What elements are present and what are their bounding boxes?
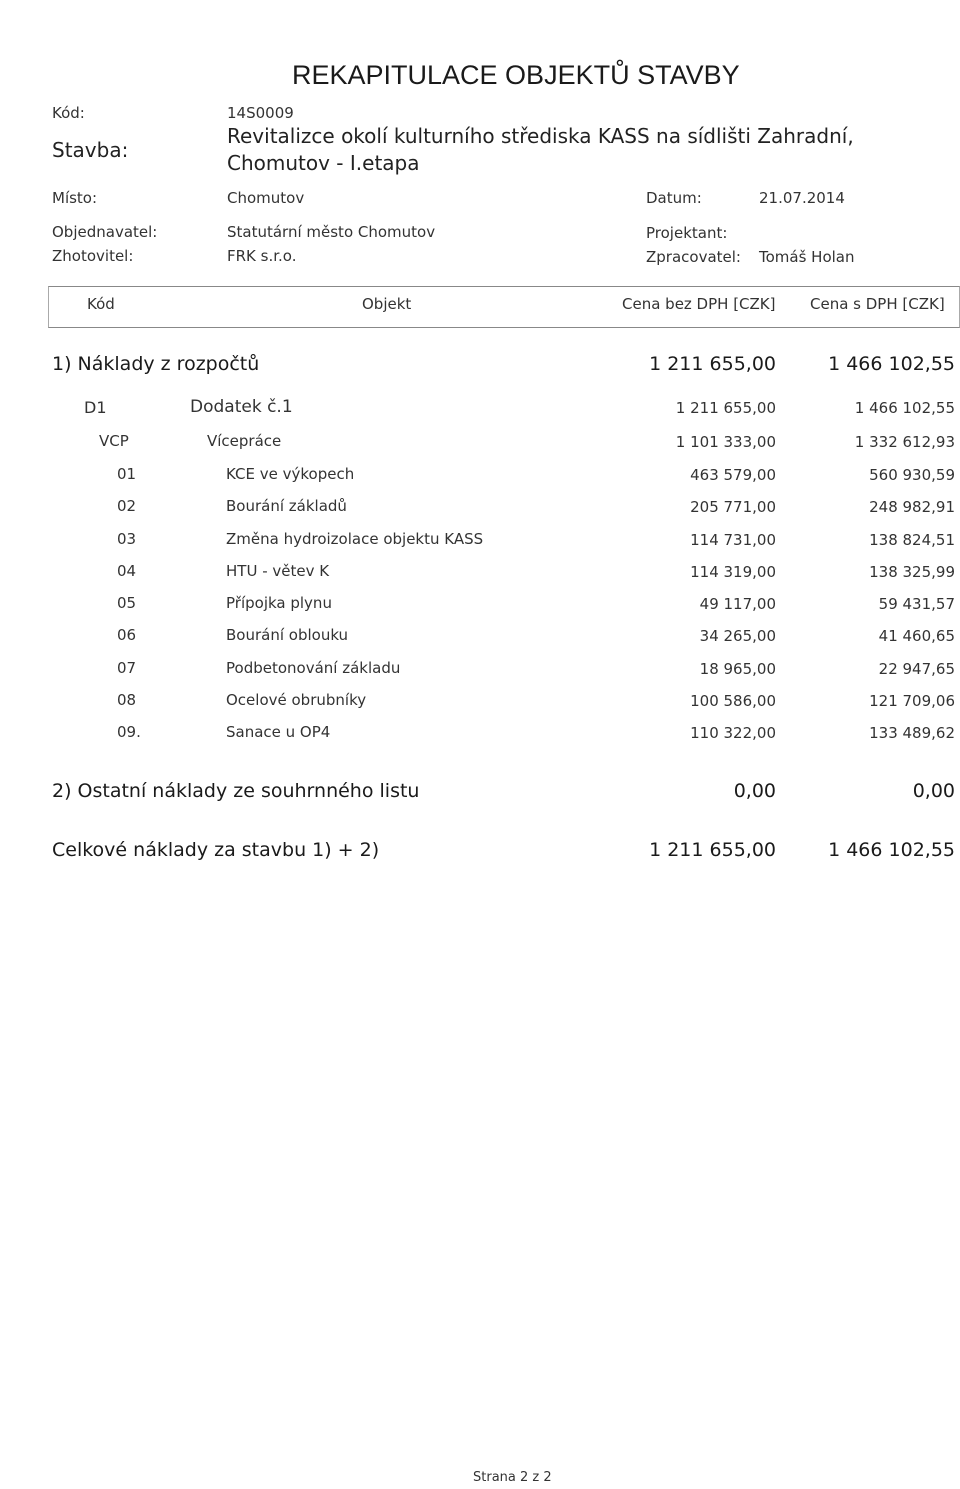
item-cena-bez: 463 579,00 — [690, 466, 776, 484]
item-kod: 08 — [117, 691, 137, 709]
zpracovatel-value: Tomáš Holan — [759, 248, 855, 266]
document-title: REKAPITULACE OBJEKTŮ STAVBY — [292, 60, 740, 90]
kod-value: 14S0009 — [227, 104, 294, 122]
d1-kod: D1 — [84, 398, 107, 417]
item-cena-s: 560 930,59 — [869, 466, 955, 484]
item-kod: 07 — [117, 659, 137, 677]
item-cena-bez: 100 586,00 — [690, 692, 776, 710]
item-kod: 06 — [117, 626, 137, 644]
item-kod: 01 — [117, 465, 137, 483]
section2-cena-s: 0,00 — [912, 780, 955, 802]
section2-cena-bez: 0,00 — [733, 780, 776, 802]
item-cena-s: 133 489,62 — [869, 724, 955, 742]
item-cena-bez: 110 322,00 — [690, 724, 776, 742]
item-cena-s: 248 982,91 — [869, 498, 955, 516]
zpracovatel-label: Zpracovatel: — [646, 248, 741, 266]
item-cena-bez: 18 965,00 — [699, 660, 776, 678]
column-header-objekt: Objekt — [362, 295, 412, 313]
section1-label: 1) Náklady z rozpočtů — [52, 353, 260, 375]
zhotovitel-label: Zhotovitel: — [52, 247, 134, 265]
kod-label: Kód: — [52, 104, 85, 122]
datum-label: Datum: — [646, 189, 702, 207]
item-cena-s: 41 460,65 — [878, 627, 955, 645]
total-cena-s: 1 466 102,55 — [828, 839, 955, 861]
item-cena-s: 121 709,06 — [869, 692, 955, 710]
section1-cena-bez: 1 211 655,00 — [649, 353, 776, 375]
item-cena-s: 138 325,99 — [869, 563, 955, 581]
item-cena-bez: 114 319,00 — [690, 563, 776, 581]
d1-cena-bez: 1 211 655,00 — [675, 399, 776, 417]
zhotovitel-value: FRK s.r.o. — [227, 247, 297, 265]
item-objekt: Přípojka plynu — [226, 594, 332, 612]
d1-cena-s: 1 466 102,55 — [854, 399, 955, 417]
stavba-value-line2: Chomutov - I.etapa — [227, 151, 420, 175]
objednavatel-value: Statutární město Chomutov — [227, 223, 436, 241]
item-objekt: KCE ve výkopech — [226, 465, 355, 483]
total-cena-bez: 1 211 655,00 — [649, 839, 776, 861]
item-objekt: Bourání oblouku — [226, 626, 349, 644]
d1-objekt: Dodatek č.1 — [190, 397, 293, 417]
item-cena-bez: 205 771,00 — [690, 498, 776, 516]
item-cena-bez: 114 731,00 — [690, 531, 776, 549]
vcp-cena-s: 1 332 612,93 — [854, 433, 955, 451]
item-cena-s: 22 947,65 — [878, 660, 955, 678]
item-objekt: Ocelové obrubníky — [226, 691, 367, 709]
item-objekt: Sanace u OP4 — [226, 723, 331, 741]
item-cena-bez: 34 265,00 — [699, 627, 776, 645]
objednavatel-label: Objednavatel: — [52, 223, 158, 241]
total-label: Celkové náklady za stavbu 1) + 2) — [52, 839, 380, 861]
column-header-kod: Kód — [87, 295, 115, 313]
item-cena-s: 59 431,57 — [878, 595, 955, 613]
datum-value: 21.07.2014 — [759, 189, 845, 207]
vcp-cena-bez: 1 101 333,00 — [675, 433, 776, 451]
item-objekt: Podbetonování základu — [226, 659, 401, 677]
item-kod: 02 — [117, 497, 137, 515]
section1-cena-s: 1 466 102,55 — [828, 353, 955, 375]
item-objekt: HTU - větev K — [226, 562, 330, 580]
column-header-cena-s-dph: Cena s DPH [CZK] — [810, 295, 945, 313]
vcp-objekt: Vícepráce — [207, 432, 282, 450]
vcp-kod: VCP — [99, 432, 129, 450]
item-kod: 03 — [117, 530, 137, 548]
column-header-cena-bez-dph: Cena bez DPH [CZK] — [622, 295, 776, 313]
page-number: Strana 2 z 2 — [473, 1470, 552, 1485]
stavba-label: Stavba: — [52, 138, 129, 162]
item-cena-s: 138 824,51 — [869, 531, 955, 549]
item-objekt: Změna hydroizolace objektu KASS — [226, 530, 484, 548]
misto-label: Místo: — [52, 189, 98, 207]
item-kod: 05 — [117, 594, 137, 612]
stavba-value-line1: Revitalizce okolí kulturního střediska KASS na sídlišti Zahradní, — [227, 124, 854, 148]
section2-label: 2) Ostatní náklady ze souhrnného listu — [52, 780, 420, 802]
item-kod: 04 — [117, 562, 137, 580]
projektant-label: Projektant: — [646, 224, 728, 242]
item-cena-bez: 49 117,00 — [699, 595, 776, 613]
misto-value: Chomutov — [227, 189, 305, 207]
item-objekt: Bourání základů — [226, 497, 347, 515]
item-kod: 09. — [117, 723, 141, 741]
